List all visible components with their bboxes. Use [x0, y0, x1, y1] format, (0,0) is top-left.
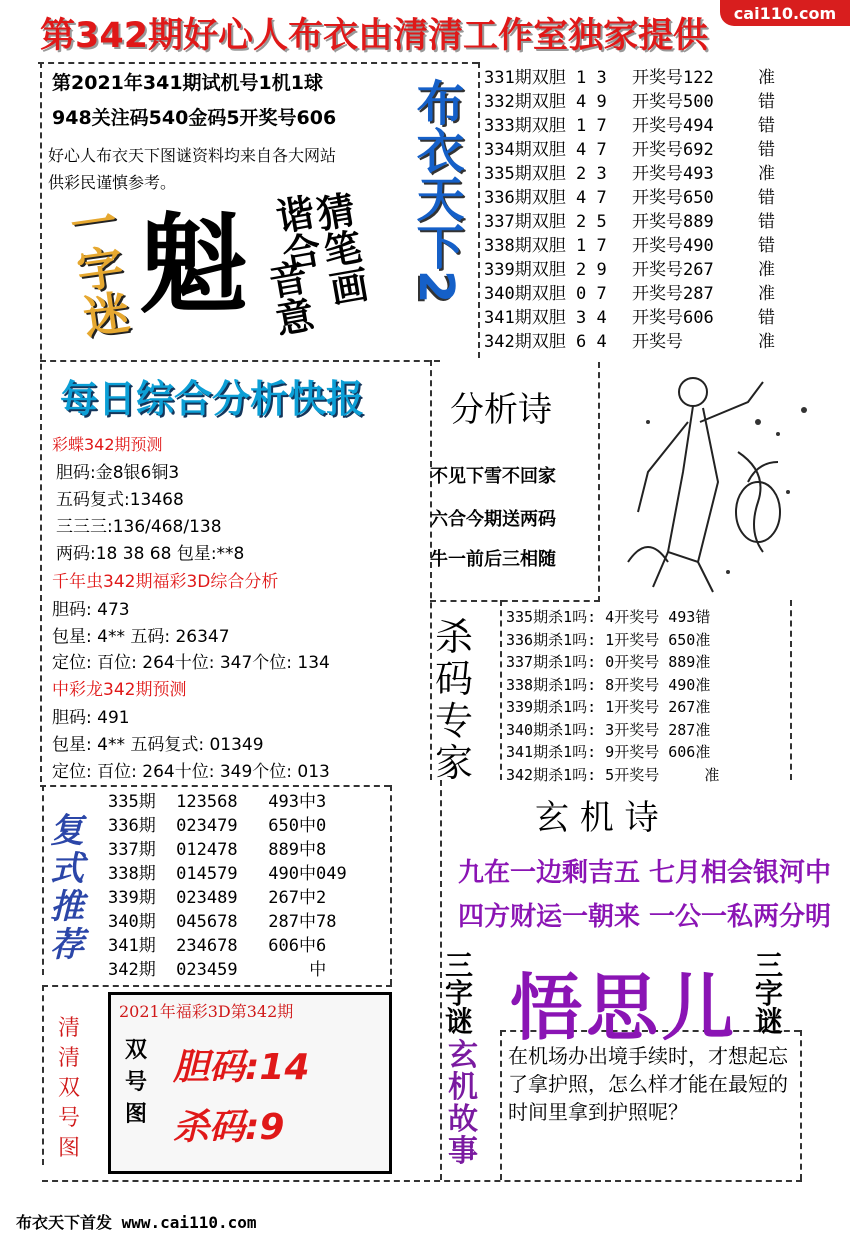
- trial-line-4: 供彩民谨慎参考。: [48, 173, 177, 192]
- xuanji-title: 玄 机 诗: [535, 798, 659, 838]
- gall-nums: 1 7: [576, 236, 607, 256]
- gall-issue: 334期双胆: [484, 140, 566, 160]
- riddle-side-label: 一字迷: [60, 196, 134, 341]
- fushi-row: 341期 234678 606中6: [108, 936, 327, 956]
- zc-line-3: 定位: 百位: 264十位: 349个位: 013: [52, 762, 330, 782]
- gall-nums: 4 9: [576, 92, 607, 112]
- illustration-figure: [608, 362, 840, 598]
- kill-row: 337期杀1吗: 0开奖号 889准: [506, 653, 711, 671]
- riddle-hint-col1: 音意: [259, 256, 317, 340]
- divider: [440, 780, 442, 1180]
- gall-result: 错: [758, 212, 775, 232]
- gall-issue: 340期双胆: [484, 284, 566, 304]
- gall-nums: 3 4: [576, 308, 607, 328]
- fushi-label: 复式推荐: [50, 811, 84, 965]
- poem-line-2: 六合今期送两码: [430, 509, 556, 530]
- fushi-row: 342期 023459 中: [108, 960, 327, 980]
- gall-result: 错: [758, 236, 775, 256]
- poem-line-3: 牛一前后三相随: [430, 549, 556, 570]
- gall-issue: 331期双胆: [484, 68, 566, 88]
- trial-line-3: 好心人布衣天下图谜资料均来自各大网站: [48, 146, 337, 165]
- brand-vertical: 布衣天下2: [408, 78, 464, 304]
- divider: [790, 600, 792, 780]
- gall-issue: 336期双胆: [484, 188, 566, 208]
- gall-row: [484, 114, 778, 138]
- divider: [40, 785, 390, 787]
- gall-draw: 开奖号500: [632, 92, 714, 112]
- gall-row: [484, 66, 778, 90]
- qn-line-3: 定位: 百位: 264十位: 347个位: 134: [52, 653, 330, 673]
- fushi-row: 338期 014579 490中049: [108, 864, 347, 884]
- fushi-row: 339期 023489 267中2: [108, 888, 327, 908]
- kill-row: 339期杀1吗: 1开奖号 267准: [506, 698, 711, 716]
- divider: [40, 62, 42, 782]
- kill-label: 杀码专家: [435, 615, 474, 785]
- divider: [42, 985, 392, 987]
- divider: [478, 62, 480, 358]
- story-text: 在机场办出境手续时，才想起忘了拿护照，怎么样才能在最短的时间里拿到护照呢？: [508, 1044, 788, 1124]
- poem-title: 分析诗: [450, 390, 552, 430]
- shuanghao-side: 双号图: [125, 1038, 148, 1127]
- cd-title: 彩蝶342期预测: [52, 435, 163, 454]
- gall-result: 准: [758, 68, 775, 88]
- gall-row: [484, 210, 778, 234]
- kill-list: [506, 606, 719, 786]
- gall-draw: 开奖号493: [632, 164, 714, 184]
- trial-line-1: 第2021年341期试机号1机1球: [52, 72, 323, 94]
- cd-line-2: 五码复式:13468: [56, 490, 184, 510]
- gall-nums: 1 7: [576, 116, 607, 136]
- divider: [598, 362, 600, 602]
- zc-line-1: 胆码: 491: [52, 708, 130, 728]
- divider: [430, 600, 600, 602]
- gall-result: 准: [758, 284, 775, 304]
- shuanghao-dan: 胆码:14: [173, 1047, 310, 1088]
- gall-result: 错: [758, 188, 775, 208]
- shuanghao-box-title: 2021年福彩3D第342期: [119, 1002, 294, 1021]
- cd-line-3: 三三三:136/468/138: [56, 517, 222, 537]
- gall-result: 错: [758, 308, 775, 328]
- three-riddle-main: 悟思儿: [510, 966, 739, 1050]
- gall-row: [484, 186, 778, 210]
- gall-row: [484, 282, 778, 306]
- gall-draw: 开奖号: [632, 332, 683, 352]
- poem-line-1: 不见下雪不回家: [430, 466, 556, 487]
- gall-row: [484, 162, 778, 186]
- kill-row: 340期杀1吗: 3开奖号 287准: [506, 720, 711, 739]
- divider: [40, 360, 440, 362]
- xuanji-line-2: 四方财运一朝来 一公一私两分明: [458, 902, 832, 932]
- gall-nums: 2 5: [576, 212, 607, 232]
- gall-issue: 338期双胆: [484, 236, 566, 256]
- gall-row: [484, 258, 778, 282]
- daily-banner: 每日综合分析快报: [60, 377, 365, 421]
- gall-draw: 开奖号267: [632, 260, 714, 280]
- gall-draw: 开奖号287: [632, 284, 714, 304]
- xuanji-line-1: 九在一边剩吉五 七月相会银河中: [458, 858, 832, 888]
- gall-draw: 开奖号692: [632, 140, 714, 160]
- cd-line-1: 胆码:金8银6铜3: [56, 463, 180, 483]
- gall-draw: 开奖号122: [632, 68, 714, 88]
- kill-row: 335期杀1吗: 4开奖号 493错: [506, 608, 711, 626]
- gall-issue: 341期双胆: [484, 308, 566, 328]
- fushi-row: 340期 045678 287中78: [108, 912, 337, 932]
- kill-row: 342期杀1吗: 5开奖号 准: [506, 765, 720, 784]
- gall-nums: 2 9: [576, 260, 607, 280]
- divider: [42, 785, 44, 975]
- shuanghao-sha: 杀码:9: [173, 1107, 285, 1148]
- trial-line-2: 948关注码540金码5开奖号606: [52, 107, 337, 129]
- fushi-list: [108, 790, 347, 982]
- gall-nums: 4 7: [576, 188, 607, 208]
- shuanghao-box: [108, 992, 392, 1174]
- gall-row: [484, 330, 778, 354]
- gall-issue: 333期双胆: [484, 116, 566, 136]
- divider: [42, 1180, 802, 1182]
- gall-issue: 332期双胆: [484, 92, 566, 112]
- divider: [390, 785, 392, 985]
- divider: [500, 600, 502, 780]
- zc-line-2: 包星: 4** 五码复式: 01349: [52, 735, 264, 755]
- divider: [500, 1030, 502, 1180]
- gall-result: 错: [758, 92, 775, 112]
- gall-nums: 6 4: [576, 332, 607, 352]
- fushi-row: 336期 023479 650中0: [108, 816, 327, 836]
- divider: [42, 985, 44, 1165]
- gall-row: [484, 90, 778, 114]
- divider: [800, 1030, 802, 1180]
- site-badge[interactable]: cai110.com: [720, 0, 850, 26]
- qn-line-1: 胆码: 473: [52, 600, 130, 620]
- riddle-hint-col3: 猜笔画: [307, 189, 371, 309]
- fushi-row: 335期 123568 493中3: [108, 792, 327, 812]
- cd-line-4: 两码:18 38 68 包星:**8: [56, 544, 245, 564]
- zc-title: 中彩龙342期预测: [52, 680, 187, 700]
- fushi-row: 337期 012478 889中8: [108, 840, 327, 860]
- gall-result: 错: [758, 140, 775, 160]
- gall-issue: 337期双胆: [484, 212, 566, 232]
- gall-nums: 0 7: [576, 284, 607, 304]
- double-gall-list: [484, 66, 778, 354]
- gall-draw: 开奖号494: [632, 116, 714, 136]
- story-label: 玄机故事: [448, 1038, 478, 1169]
- gall-row: [484, 306, 778, 330]
- qn-title: 千年虫342期福彩3D综合分析: [52, 572, 279, 592]
- gall-row: [484, 138, 778, 162]
- gall-result: 错: [758, 116, 775, 136]
- gall-draw: 开奖号889: [632, 212, 714, 232]
- riddle-hint-col2: 谐合: [266, 191, 324, 275]
- kill-row: 338期杀1吗: 8开奖号 490准: [506, 675, 711, 694]
- gall-row: [484, 234, 778, 258]
- gall-issue: 342期双胆: [484, 332, 566, 352]
- qn-line-2: 包星: 4** 五码: 26347: [52, 627, 230, 647]
- gall-draw: 开奖号650: [632, 188, 714, 208]
- footer[interactable]: 布衣天下首发 www.cai110.com: [16, 1213, 257, 1232]
- shuanghao-label: 清清双号图: [58, 1016, 81, 1161]
- gall-issue: 335期双胆: [484, 164, 566, 184]
- gall-result: 准: [758, 164, 775, 184]
- gall-draw: 开奖号606: [632, 308, 714, 328]
- gall-nums: 1 3: [576, 68, 607, 88]
- gall-result: 准: [758, 332, 775, 352]
- gall-result: 准: [758, 260, 775, 280]
- gall-issue: 339期双胆: [484, 260, 566, 280]
- three-riddle-right: 三字谜: [755, 949, 784, 1038]
- kill-row: 341期杀1吗: 9开奖号 606准: [506, 743, 711, 761]
- page-title: 第342期好心人布衣由清清工作室独家提供: [40, 16, 709, 56]
- gall-draw: 开奖号490: [632, 236, 714, 256]
- riddle-main-char: 魁: [140, 202, 249, 328]
- gall-nums: 4 7: [576, 140, 607, 160]
- gall-nums: 2 3: [576, 164, 607, 184]
- kill-row: 336期杀1吗: 1开奖号 650准: [506, 630, 711, 649]
- three-riddle-left: 三字谜: [445, 949, 474, 1038]
- divider: [38, 62, 478, 64]
